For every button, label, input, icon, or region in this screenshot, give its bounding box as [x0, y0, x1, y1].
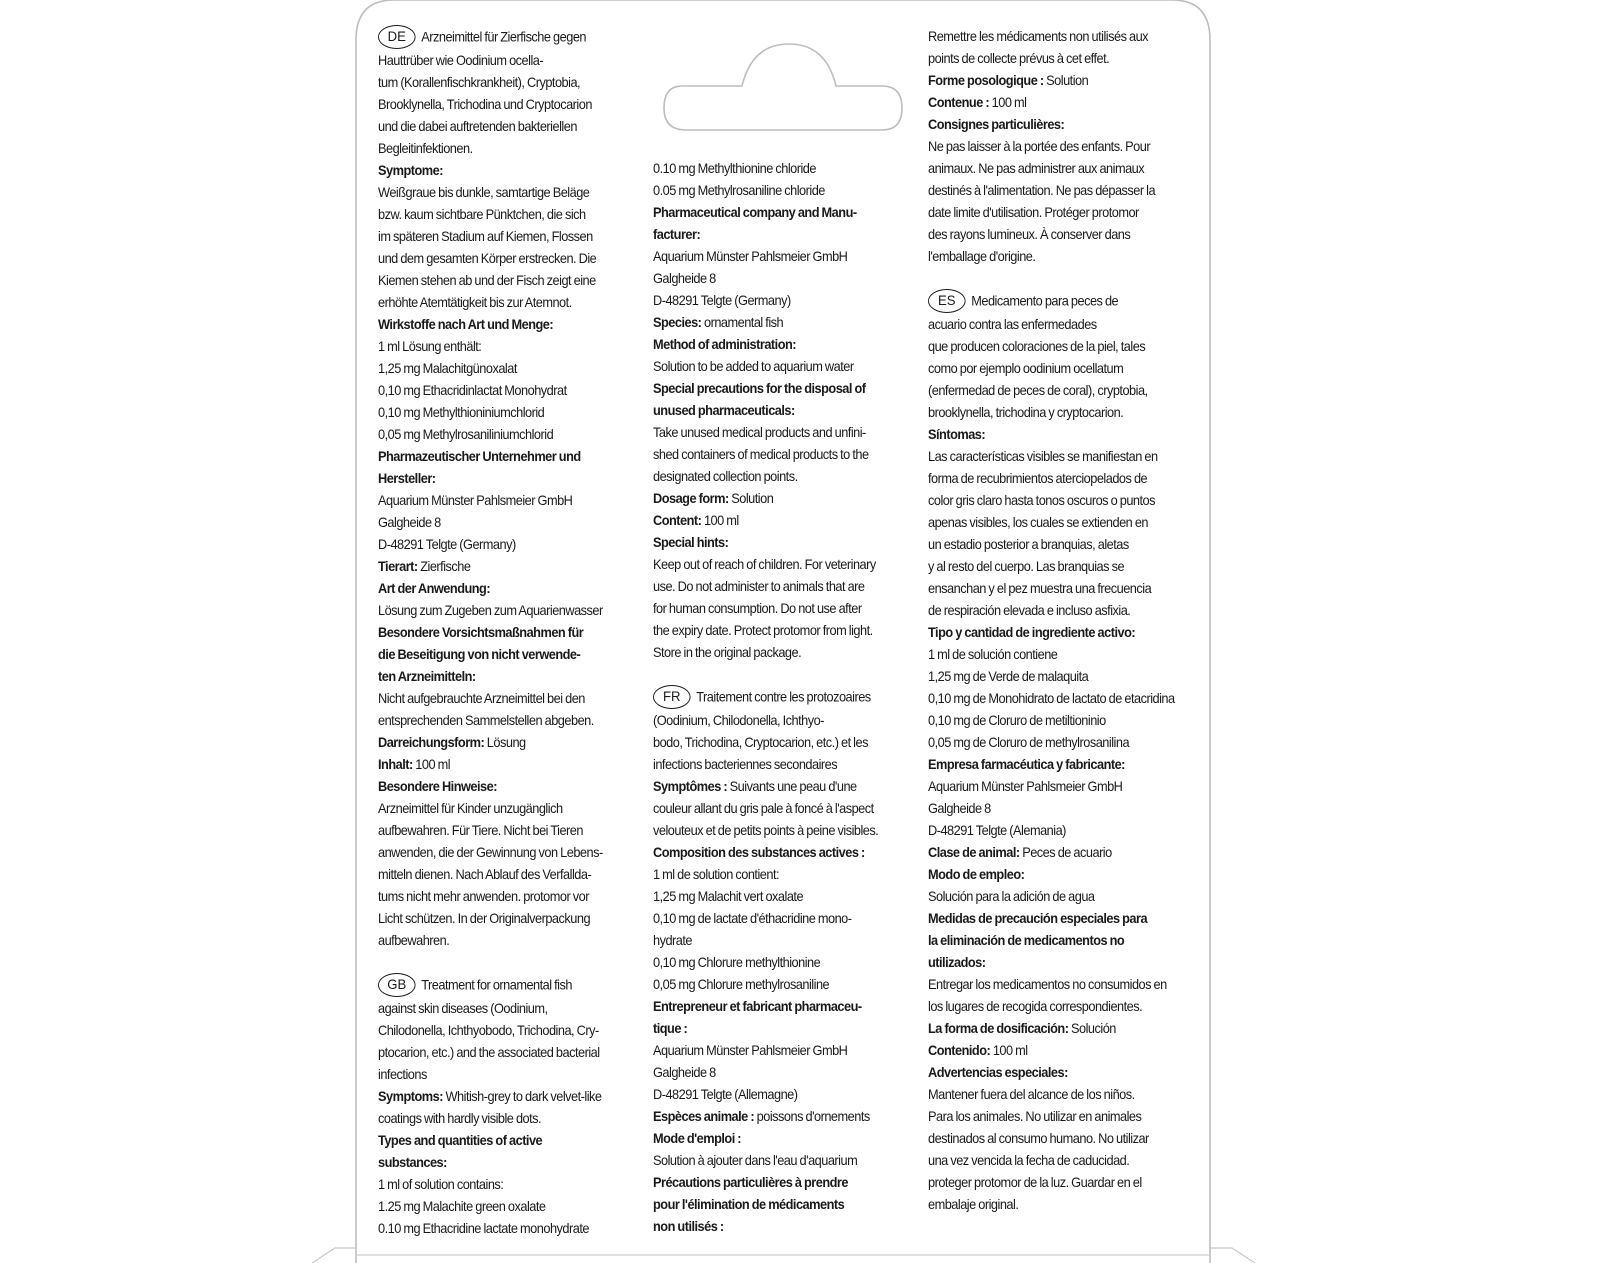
- es-species-value: Peces de acuario: [1019, 845, 1112, 860]
- gb-form-label: Dosage form:: [653, 491, 729, 506]
- de-hints-line: aufbewahren.: [378, 933, 450, 948]
- es-hints-line: embalaje original.: [928, 1197, 1019, 1212]
- gb-admin-line: Solution to be added to aquarium water: [653, 359, 854, 374]
- gb-company-line: D-48291 Telgte (Germany): [653, 293, 791, 308]
- fr-substance-line: 0,05 mg Chlorure methylrosaniline: [653, 977, 830, 992]
- es-symptoms-heading: Síntomas:: [928, 427, 986, 442]
- gb-disposal-heading: unused pharmaceuticals:: [653, 403, 795, 418]
- gb-intro-line: ptocarion, etc.) and the associated bacterial: [378, 1045, 600, 1060]
- es-substance-line: 0,10 mg de Cloruro de metiltioninio: [928, 713, 1106, 728]
- lang-badge-es: ES: [928, 289, 966, 313]
- de-disposal-heading: die Beseitigung von nicht verwende-: [378, 647, 581, 662]
- fr-hints-heading: Consignes particulières:: [928, 117, 1065, 132]
- fr-form-value: Solution: [1043, 73, 1089, 88]
- de-hints-line: Licht schützen. In der Originalverpackung: [378, 911, 591, 926]
- hang-tab-hole: [664, 44, 902, 130]
- gb-intro-line: against skin diseases (Oodinium,: [378, 1001, 548, 1016]
- column-middle: [653, 158, 907, 1238]
- section-fr-continued: [928, 26, 1184, 268]
- es-content-value: 100 ml: [990, 1043, 1028, 1058]
- fr-company-line: Aquarium Münster Pahlsmeier GmbH: [653, 1043, 848, 1058]
- es-admin-line: Solución para la adición de agua: [928, 889, 1095, 904]
- es-species-label: Clase de animal:: [928, 845, 1020, 860]
- gb-hints-line: the expiry date. Protect protomor from light.: [653, 623, 873, 638]
- fr-disposal-line: points de collecte prévus à cet effet.: [928, 51, 1110, 66]
- de-symptoms-line: erhöhte Atemtätigkeit bis zur Atemnot.: [378, 295, 572, 310]
- es-hints-heading: Advertencias especiales:: [928, 1065, 1068, 1080]
- gb-hints-line: Store in the original package.: [653, 645, 802, 660]
- es-symptoms-line: un estadio posterior a branquias, aletas: [928, 537, 1129, 552]
- es-substance-line: 1,25 mg de Verde de malaquita: [928, 669, 1089, 684]
- de-symptoms-line: im späteren Stadium auf Kiemen, Flossen: [378, 229, 593, 244]
- section-gb: [378, 974, 632, 1240]
- gb-admin-heading: Method of administration:: [653, 337, 797, 352]
- es-disposal-line: Entregar los medicamentos no consumidos en: [928, 977, 1167, 992]
- es-substance-line: 0,05 mg de Cloruro de methylrosanilina: [928, 735, 1130, 750]
- es-symptoms-line: de respiración elevada e incluso asfixia.: [928, 603, 1131, 618]
- de-admin-line: Lösung zum Zugeben zum Aquarienwasser: [378, 603, 603, 618]
- section-es: [928, 290, 1184, 1216]
- gb-intro-line: Treatment for ornamental fish: [421, 977, 572, 993]
- gb-species-value: ornamental fish: [701, 315, 784, 330]
- gb-company-heading: Pharmaceutical company and Manu-: [653, 205, 857, 220]
- section-de: [378, 26, 632, 952]
- de-intro-line: Arzneimittel für Zierfische gegen: [421, 29, 587, 45]
- gb-disposal-line: designated collection points.: [653, 469, 798, 484]
- es-intro-line: brooklynella, trichodina y cryptocarion.: [928, 405, 1124, 420]
- gb-substance-line: 0.05 mg Methylrosaniline chloride: [653, 183, 825, 198]
- de-company-line: D-48291 Telgte (Germany): [378, 537, 516, 552]
- gb-content-value: 100 ml: [701, 513, 739, 528]
- gb-company-line: Aquarium Münster Pahlsmeier GmbH: [653, 249, 848, 264]
- fr-form-label: Forme posologique :: [928, 73, 1044, 88]
- es-form-label: La forma de dosificación:: [928, 1021, 1069, 1036]
- de-substance-line: 1,25 mg Malachitgünoxalat: [378, 361, 517, 376]
- es-company-heading: Empresa farmacéutica y fabricante:: [928, 757, 1125, 772]
- gb-substance-line: 1.25 mg Malachite green oxalate: [378, 1199, 546, 1214]
- fr-hints-line: Ne pas laisser à la portée des enfants. Pour: [928, 139, 1151, 154]
- es-symptoms-line: apenas visibles, los cuales se extienden en: [928, 515, 1149, 530]
- gb-hints-heading: Special hints:: [653, 535, 729, 550]
- de-company-heading: Hersteller:: [378, 471, 436, 486]
- de-hints-line: tums nicht mehr anwenden. protomor vor: [378, 889, 589, 904]
- fr-substance-line: hydrate: [653, 933, 693, 948]
- es-symptoms-line: Las características visibles se manifiestan en: [928, 449, 1158, 464]
- gb-species-label: Species:: [653, 315, 702, 330]
- es-hints-line: destinados al consumo humano. No utilizar: [928, 1131, 1149, 1146]
- es-company-line: Galgheide 8: [928, 801, 991, 816]
- fr-substance-line: 0,10 mg de lactate d'éthacridine mono-: [653, 911, 852, 926]
- fr-hints-line: animaux. Ne pas administrer aux animaux: [928, 161, 1145, 176]
- de-disposal-line: Nicht aufgebrauchte Arzneimittel bei den: [378, 691, 585, 706]
- de-symptoms-line: bzw. kaum sichtbare Pünktchen, die sich: [378, 207, 586, 222]
- gb-hints-line: Keep out of reach of children. For veterinary: [653, 557, 876, 572]
- de-admin-heading: Art der Anwendung:: [378, 581, 491, 596]
- fr-admin-heading: Mode d'emploi :: [653, 1131, 742, 1146]
- fr-hints-line: l'emballage d'origine.: [928, 249, 1036, 264]
- fr-disposal-heading: non utilisés :: [653, 1219, 724, 1234]
- fr-substance-line: 1,25 mg Malachit vert oxalate: [653, 889, 804, 904]
- de-intro-line: Hauttrüber wie Oodinium ocella-: [378, 53, 544, 68]
- gb-substance-line: 1 ml of solution contains:: [378, 1177, 504, 1192]
- fr-company-heading: Entrepreneur et fabricant pharmaceu-: [653, 999, 862, 1014]
- fr-disposal-heading: pour l'élimination de médicaments: [653, 1197, 845, 1212]
- lang-badge-gb: GB: [378, 973, 416, 997]
- fr-substances-heading: Composition des substances actives :: [653, 845, 865, 860]
- es-content-label: Contenido:: [928, 1043, 991, 1058]
- fr-intro-line: infections bacteriennes secondaires: [653, 757, 838, 772]
- de-intro-line: und die dabei auftretenden bakteriellen: [378, 119, 577, 134]
- de-content-value: 100 ml: [412, 757, 451, 772]
- es-substance-line: 0,10 mg de Monohidrato de lactato de etacridina: [928, 691, 1175, 706]
- fr-disposal-heading: Précautions particulières à prendre: [653, 1175, 848, 1190]
- gb-symptoms-first: Whitish-grey to dark velvet-like: [442, 1089, 602, 1104]
- es-disposal-line: los lugares de recogida correspondientes.: [928, 999, 1143, 1014]
- fr-company-heading: tique :: [653, 1021, 688, 1036]
- de-hints-line: mitteln dienen. Nach Ablauf des Verfallda-: [378, 867, 592, 882]
- de-company-line: Galgheide 8: [378, 515, 441, 530]
- de-symptoms-heading: Symptome:: [378, 163, 443, 178]
- fr-symptoms-line: velouteux et de petits points à peine visibles.: [653, 823, 879, 838]
- fr-hints-line: des rayons lumineux. À conserver dans: [928, 227, 1131, 242]
- gb-company-heading: facturer:: [653, 227, 701, 242]
- de-substance-line: 0,10 mg Methylthioniniumchlorid: [378, 405, 545, 420]
- fr-substance-line: 0,10 mg Chlorure methylthionine: [653, 955, 821, 970]
- de-substance-line: 0,05 mg Methylrosaniliniumchlorid: [378, 427, 554, 442]
- gb-substance-line: 0.10 mg Methylthionine chloride: [653, 161, 816, 176]
- es-disposal-heading: Medidas de precaución especiales para: [928, 911, 1148, 926]
- es-intro-line: que producen coloraciones de la piel, tales: [928, 339, 1146, 354]
- de-symptoms-line: Kiemen stehen ab und der Fisch zeigt eine: [378, 273, 596, 288]
- es-intro-line: Medicamento para peces de: [971, 293, 1119, 309]
- fr-symptoms-label: Symptômes :: [653, 779, 728, 794]
- fr-hints-line: date limite d'utilisation. Protéger protomor: [928, 205, 1139, 220]
- es-symptoms-line: ensanchan y el pez muestra una frecuencia: [928, 581, 1152, 596]
- gb-form-value: Solution: [728, 491, 774, 506]
- column-right: [928, 26, 1184, 1216]
- gb-disposal-line: shed containers of medical products to the: [653, 447, 869, 462]
- es-disposal-heading: utilizados:: [928, 955, 986, 970]
- gb-intro-line: Chilodonella, Ichthyobodo, Trichodina, Cry-: [378, 1023, 599, 1038]
- de-symptoms-line: und dem gesamten Körper erstrecken. Die: [378, 251, 597, 266]
- gb-intro-line: infections: [378, 1067, 427, 1082]
- es-symptoms-line: color gris claro hasta tonos oscuros o puntos: [928, 493, 1156, 508]
- es-hints-line: proteger protomor de la luz. Guardar en el: [928, 1175, 1142, 1190]
- fr-content-value: 100 ml: [989, 95, 1027, 110]
- de-substance-line: 1 ml Lösung enthält:: [378, 339, 482, 354]
- gb-company-line: Galgheide 8: [653, 271, 716, 286]
- gb-substances-heading: substances:: [378, 1155, 447, 1170]
- gb-substance-line: 0.10 mg Ethacridine lactate monohydrate: [378, 1221, 589, 1236]
- gb-hints-line: for human consumption. Do not use after: [653, 601, 862, 616]
- fr-intro-line: (Oodinium, Chilodonella, Ichthyo-: [653, 713, 824, 728]
- column-left: [378, 26, 632, 1240]
- de-content-label: Inhalt:: [378, 757, 413, 772]
- es-admin-heading: Modo de empleo:: [928, 867, 1025, 882]
- de-intro-line: Begleitinfektionen.: [378, 141, 473, 156]
- de-hints-heading: Besondere Hinweise:: [378, 779, 497, 794]
- fr-disposal-line: Remettre les médicaments non utilisés aux: [928, 29, 1149, 44]
- section-gb-continued: [653, 158, 907, 664]
- de-symptoms-line: Weißgraue bis dunkle, samtartige Beläge: [378, 185, 590, 200]
- es-disposal-heading: la eliminación de medicamentos no: [928, 933, 1125, 948]
- fr-content-label: Contenue :: [928, 95, 990, 110]
- de-intro-line: Brooklynella, Trichodina und Cryptocarion: [378, 97, 592, 112]
- gb-disposal-line: Take unused medical products and unfini-: [653, 425, 866, 440]
- lang-badge-de: DE: [378, 25, 416, 49]
- es-hints-line: Para los animales. No utilizar en animales: [928, 1109, 1142, 1124]
- de-hints-line: aufbewahren. Für Tiere. Nicht bei Tieren: [378, 823, 583, 838]
- fr-admin-line: Solution à ajouter dans l'eau d'aquarium: [653, 1153, 858, 1168]
- fr-intro-line: Traitement contre les protozoaires: [696, 689, 871, 705]
- de-company-heading: Pharmazeutischer Unternehmer und: [378, 449, 581, 464]
- es-intro-line: (enfermedad de peces de coral), cryptobia,: [928, 383, 1148, 398]
- fr-intro-line: bodo, Trichodina, Cryptocarion, etc.) et les: [653, 735, 868, 750]
- es-intro-line: acuario contra las enfermedades: [928, 317, 1097, 332]
- es-intro-line: como por ejemplo oodinium ocellatum: [928, 361, 1124, 376]
- de-hints-line: anwenden, die der Gewinnung von Lebens-: [378, 845, 603, 860]
- es-hints-line: Mantener fuera del alcance de los niños.: [928, 1087, 1135, 1102]
- de-substances-heading: Wirkstoffe nach Art und Menge:: [378, 317, 554, 332]
- fr-species-label: Espèces animale :: [653, 1109, 755, 1124]
- de-hints-line: Arzneimittel für Kinder unzugänglich: [378, 801, 563, 816]
- es-company-line: D-48291 Telgte (Alemania): [928, 823, 1066, 838]
- de-form-label: Darreichungsform:: [378, 735, 485, 750]
- de-disposal-heading: ten Arzneimitteln:: [378, 669, 476, 684]
- section-fr: [653, 686, 907, 1238]
- es-symptoms-line: forma de recubrimientos aterciopelados de: [928, 471, 1148, 486]
- gb-symptoms-line: coatings with hardly visible dots.: [378, 1111, 542, 1126]
- es-symptoms-line: y al resto del cuerpo. Las branquias se: [928, 559, 1125, 574]
- gb-substances-heading: Types and quantities of active: [378, 1133, 543, 1148]
- de-substance-line: 0,10 mg Ethacridinlactat Monohydrat: [378, 383, 567, 398]
- de-species-value: Zierfische: [417, 559, 471, 574]
- de-species-label: Tierart:: [378, 559, 418, 574]
- gb-disposal-heading: Special precautions for the disposal of: [653, 381, 866, 396]
- fr-company-line: D-48291 Telgte (Allemagne): [653, 1087, 798, 1102]
- es-substance-line: 1 ml de solución contiene: [928, 647, 1058, 662]
- fr-species-value: poissons d'ornements: [754, 1109, 870, 1124]
- fr-company-line: Galgheide 8: [653, 1065, 716, 1080]
- fr-substance-line: 1 ml de solution contient:: [653, 867, 780, 882]
- es-hints-line: una vez vencida la fecha de caducidad.: [928, 1153, 1130, 1168]
- de-intro-line: tum (Korallenfischkrankheit), Cryptobia,: [378, 75, 581, 90]
- es-form-value: Solución: [1068, 1021, 1116, 1036]
- gb-content-label: Content:: [653, 513, 702, 528]
- gb-symptoms-label: Symptoms:: [378, 1089, 443, 1104]
- es-substances-heading: Tipo y cantidad de ingrediente activo:: [928, 625, 1136, 640]
- de-disposal-line: entsprechenden Sammelstellen abgeben.: [378, 713, 594, 728]
- fr-symptoms-line: couleur allant du gris pale à foncé à l'aspect: [653, 801, 874, 816]
- fr-hints-line: destinés à l'alimentation. Ne pas dépasser la: [928, 183, 1156, 198]
- de-disposal-heading: Besondere Vorsichtsmaßnahmen für: [378, 625, 584, 640]
- gb-hints-line: use. Do not administer to animals that are: [653, 579, 865, 594]
- es-company-line: Aquarium Münster Pahlsmeier GmbH: [928, 779, 1123, 794]
- lang-badge-fr: FR: [653, 685, 691, 709]
- de-company-line: Aquarium Münster Pahlsmeier GmbH: [378, 493, 573, 508]
- fr-symptoms-first: Suivants une peau d'une: [727, 779, 857, 794]
- de-form-value: Lösung: [484, 735, 526, 750]
